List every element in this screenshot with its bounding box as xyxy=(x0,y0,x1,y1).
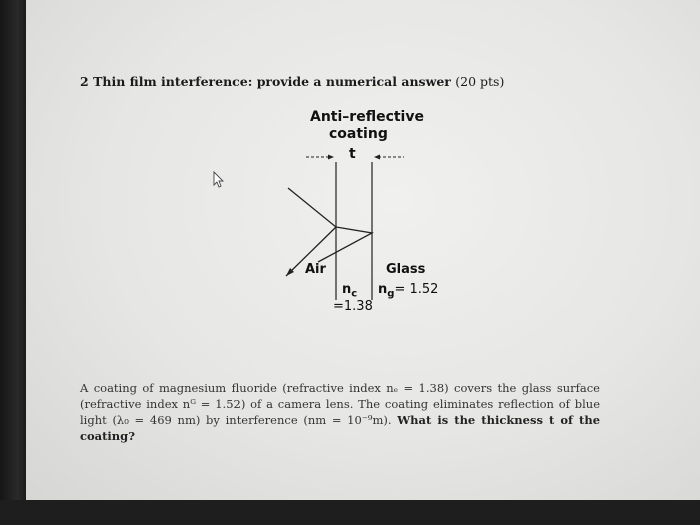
coating-title-line1: Anti–reflective xyxy=(310,109,424,125)
mouse-cursor-icon xyxy=(214,172,223,187)
problem-statement xyxy=(80,380,600,444)
problem-text: A coating of magnesium fluoride (refractive index nₑ = 1.38) covers the glass surface (refractive index nᴳ = 1.52) of a camera lens. The coating eliminates reflection of blue light (λ₀ = 469 nm) by interference (nm = 10⁻⁹m). xyxy=(80,381,600,427)
glass-label: Glass xyxy=(386,262,426,277)
coating-title-line2: coating xyxy=(329,126,388,142)
problem-title: Thin film interference: provide a numerical answer xyxy=(93,74,451,89)
thickness-label: t xyxy=(349,146,356,162)
glass-index-label xyxy=(378,282,438,300)
coating-index-value: =1.38 xyxy=(333,299,373,314)
nc-subscript: c xyxy=(351,288,358,300)
refracted-ray xyxy=(318,227,372,262)
problem-points: (20 pts) xyxy=(455,74,505,89)
problem-number: 2 xyxy=(80,74,89,89)
ng-value: = 1.52 xyxy=(394,282,439,297)
ng-subscript: g xyxy=(387,288,395,300)
coating-index-symbol xyxy=(342,282,357,300)
air-label: Air xyxy=(305,262,326,277)
thickness-arrowhead-left xyxy=(328,155,334,160)
ng-symbol: n xyxy=(378,282,388,297)
problem-question: What is the thickness t of the coating? xyxy=(80,413,601,443)
thickness-arrowhead-right xyxy=(374,155,380,160)
nc-symbol: n xyxy=(342,282,352,297)
